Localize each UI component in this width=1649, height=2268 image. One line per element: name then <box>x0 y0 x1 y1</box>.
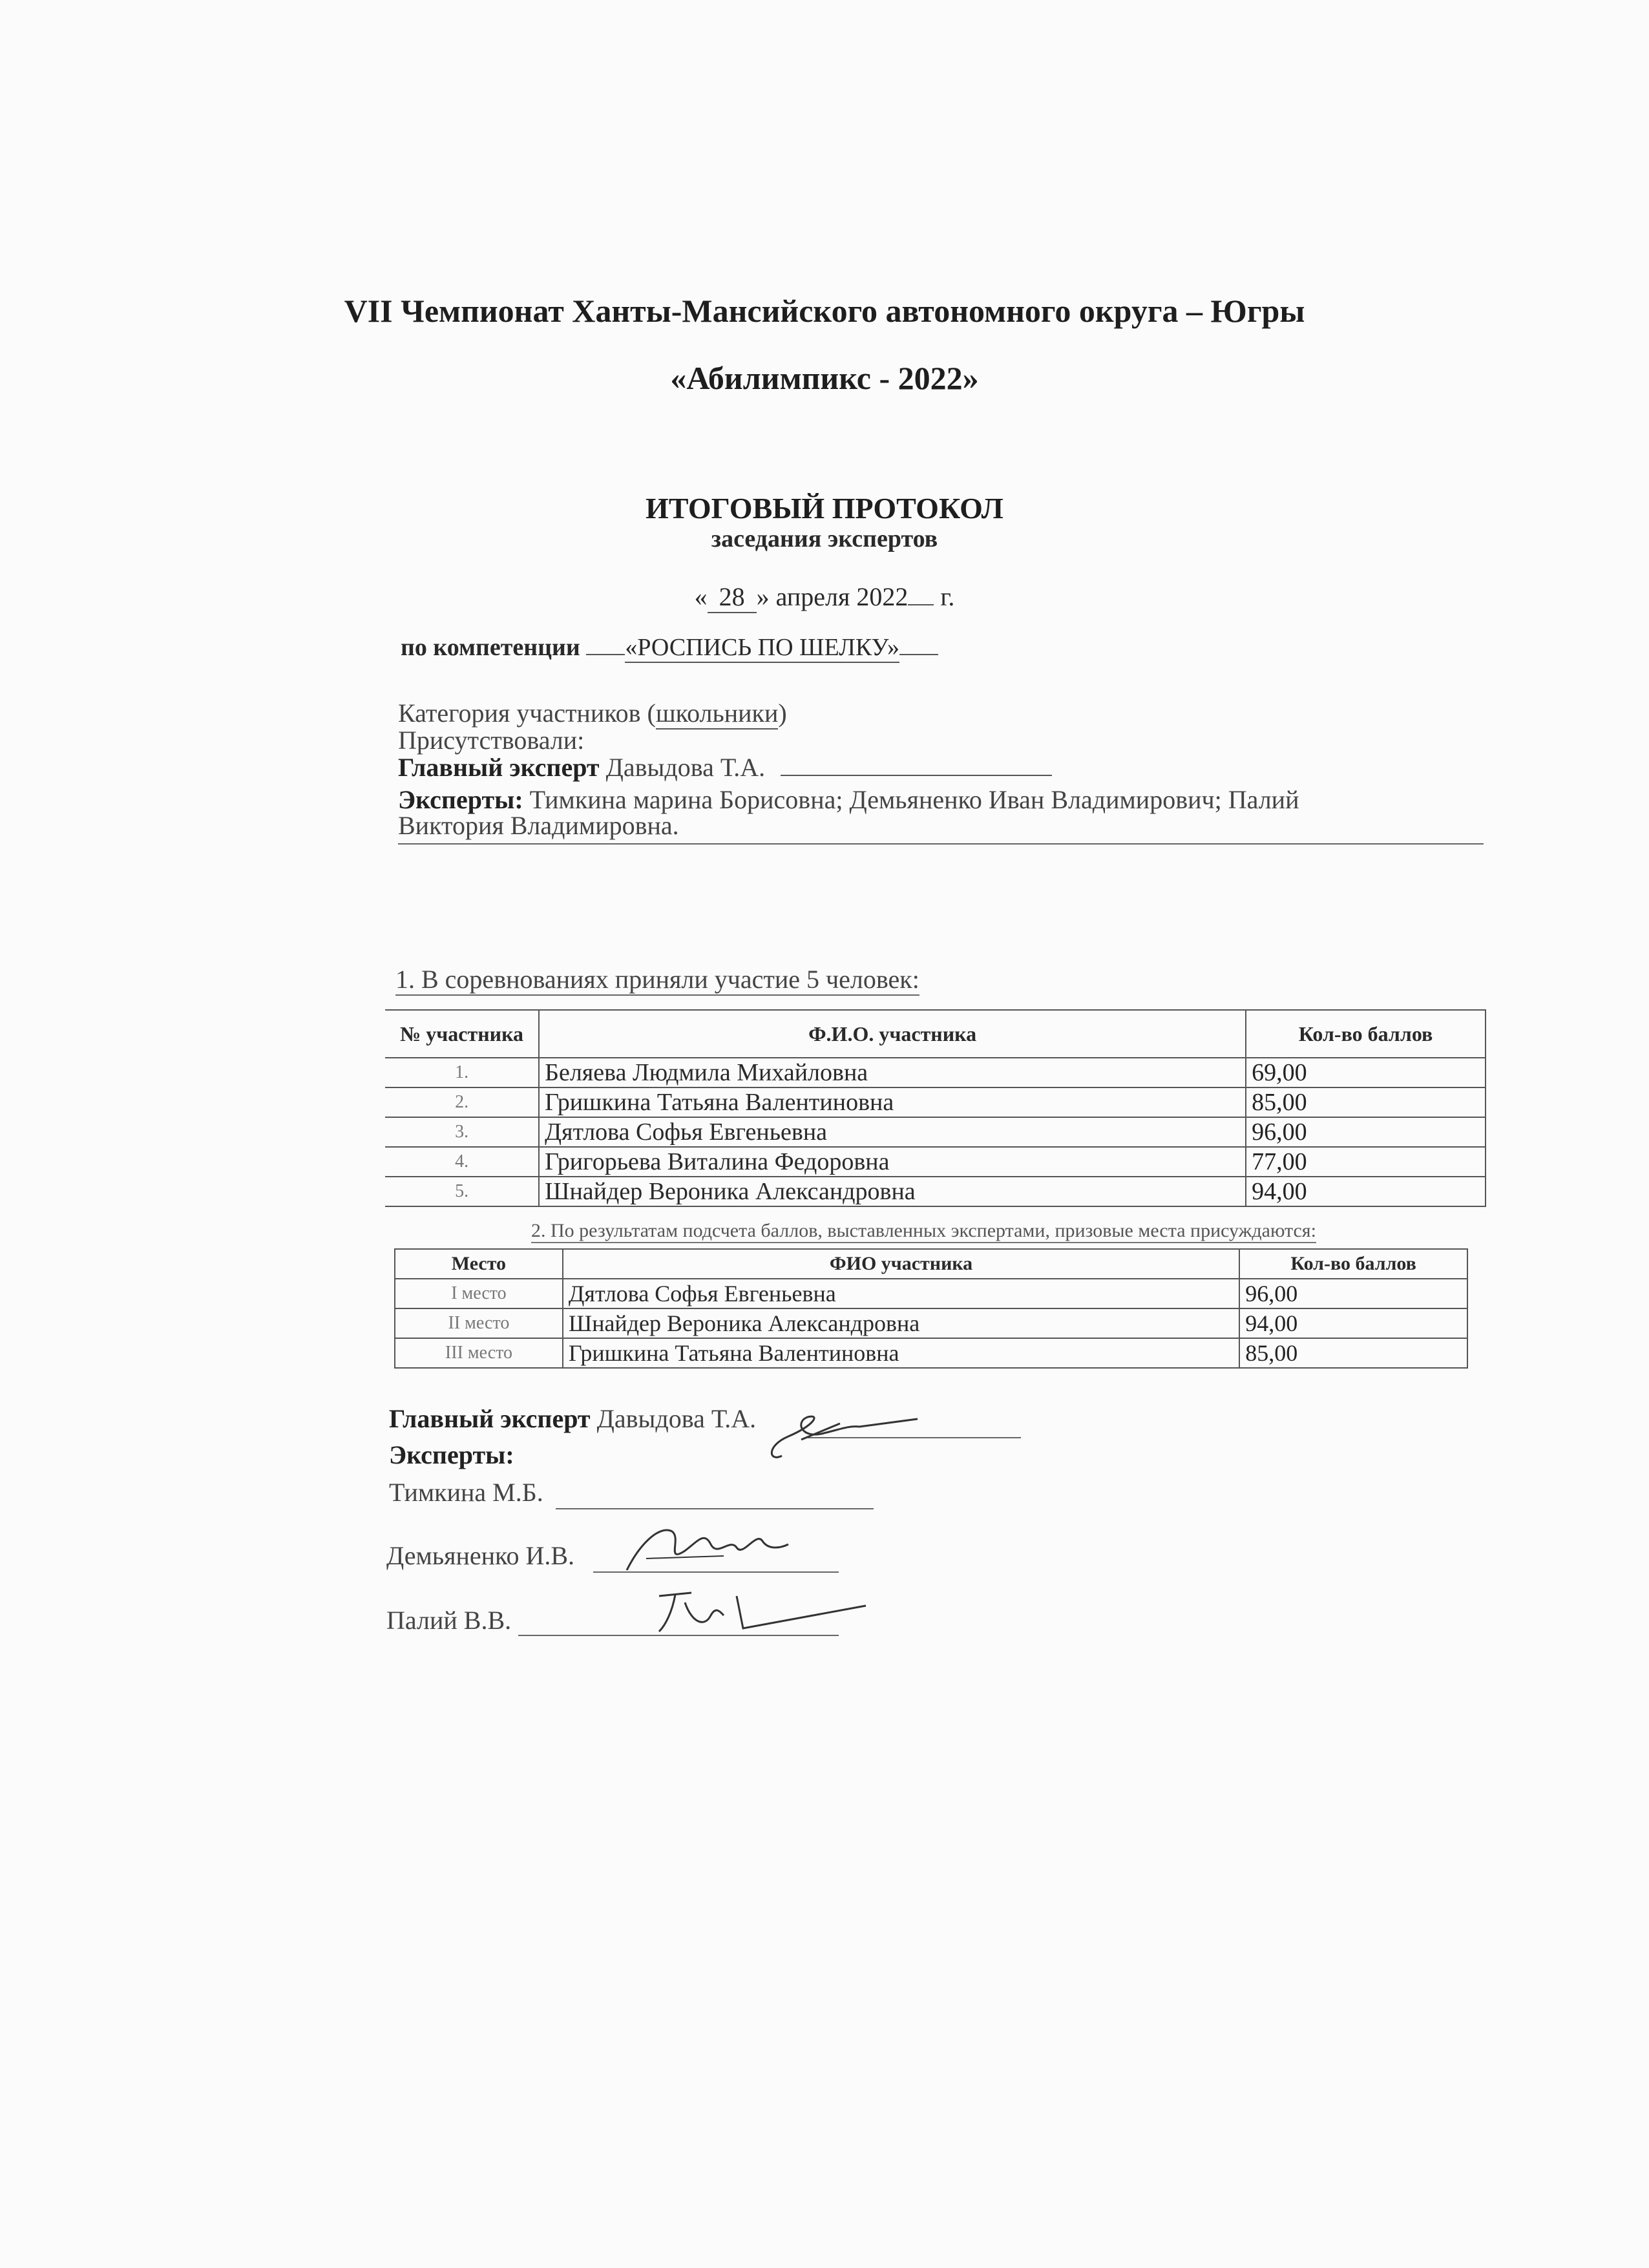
category-value: школьники <box>656 698 779 730</box>
participant-number: 2. <box>385 1087 539 1117</box>
date-blank <box>908 604 934 605</box>
participant-score: 85,00 <box>1246 1087 1486 1117</box>
prize-winner-name: Шнайдер Вероника Александровна <box>563 1308 1239 1338</box>
prizes-intro: 2. По результатам подсчета баллов, выставленных экспертами, призовые места присуждаются: <box>531 1220 1316 1243</box>
table-row <box>385 1087 1486 1117</box>
category-suffix: ) <box>778 698 787 728</box>
prize-score: 94,00 <box>1239 1308 1467 1338</box>
prize-winner-name: Гришкина Татьяна Валентиновна <box>563 1338 1239 1368</box>
protocol-subtitle: заседания экспертов <box>711 525 938 552</box>
col-score: Кол-во баллов <box>1239 1249 1467 1279</box>
competence-blank-left <box>586 654 625 655</box>
category-prefix: Категория участников ( <box>398 698 656 728</box>
sign-chief-label: Главный эксперт <box>389 1404 591 1433</box>
sign-chief-line <box>389 1403 756 1434</box>
competence-line <box>401 633 938 663</box>
experts-names-2: Виктория Владимировна. <box>398 810 1484 845</box>
participant-score: 69,00 <box>1246 1058 1486 1087</box>
prizes-header-row <box>395 1249 1467 1279</box>
expert2-signature-icon <box>620 1518 814 1583</box>
col-number: № участника <box>385 1010 539 1058</box>
col-name: ФИО участника <box>563 1249 1239 1279</box>
sign-experts-label: Эксперты: <box>389 1440 514 1469</box>
competence-label: по компетенции <box>401 634 580 661</box>
date-month-year: » апреля 2022 <box>756 582 909 611</box>
participant-name: Беляева Людмила Михайловна <box>539 1058 1246 1087</box>
participant-score: 96,00 <box>1246 1117 1486 1147</box>
present-label: Присутствовали: <box>398 726 585 755</box>
expert3-signature-icon <box>646 1577 879 1641</box>
chief-expert-label: Главный эксперт <box>398 753 600 782</box>
table-row <box>385 1177 1486 1206</box>
prize-place: I место <box>395 1279 563 1308</box>
prize-score: 85,00 <box>1239 1338 1467 1368</box>
chief-signature-icon <box>762 1401 930 1472</box>
experts-label: Эксперты: <box>398 785 523 814</box>
participant-name: Шнайдер Вероника Александровна <box>539 1177 1246 1206</box>
sign-chief-name: Давыдова Т.А. <box>596 1404 757 1433</box>
participant-name: Григорьева Виталина Федоровна <box>539 1147 1246 1177</box>
competence-blank-right <box>899 654 938 655</box>
participants-table <box>385 1009 1486 1207</box>
participant-score: 77,00 <box>1246 1147 1486 1177</box>
prize-place: II место <box>395 1308 563 1338</box>
table-row <box>385 1058 1486 1087</box>
participant-number: 4. <box>385 1147 539 1177</box>
sign-expert2-name: Демьяненко И.В. <box>386 1541 575 1570</box>
chief-expert-line <box>398 752 1052 782</box>
prize-place: III место <box>395 1338 563 1368</box>
participant-number: 1. <box>385 1058 539 1087</box>
sign-expert1-underline <box>556 1508 874 1509</box>
event-name: «Абилимпикс - 2022» <box>670 360 979 396</box>
prize-score: 96,00 <box>1239 1279 1467 1308</box>
table-row <box>385 1147 1486 1177</box>
participant-number: 3. <box>385 1117 539 1147</box>
protocol-date <box>0 582 1649 613</box>
experts-names-1: Тимкина марина Борисовна; Демьяненко Иван Владимирович; Палий <box>529 785 1299 814</box>
table-row <box>395 1279 1467 1308</box>
table-row <box>385 1117 1486 1147</box>
competence-value: «РОСПИСЬ ПО ШЕЛКУ» <box>625 633 899 663</box>
prizes-table <box>394 1248 1468 1369</box>
chief-expert-name: Давыдова Т.А. <box>605 753 766 782</box>
participant-score: 94,00 <box>1246 1177 1486 1206</box>
date-day: 28 <box>708 582 757 613</box>
sign-expert1-name: Тимкина М.Б. <box>389 1478 543 1507</box>
date-suffix: г. <box>940 582 955 611</box>
participants-header-row <box>385 1010 1486 1058</box>
prize-winner-name: Дятлова Софья Евгеньевна <box>563 1279 1239 1308</box>
col-name: Ф.И.О. участника <box>539 1010 1246 1058</box>
participant-name: Дятлова Софья Евгеньевна <box>539 1117 1246 1147</box>
table-row <box>395 1308 1467 1338</box>
date-prefix: « <box>694 582 708 611</box>
sign-expert3-name: Палий В.В. <box>386 1606 512 1635</box>
chief-expert-blank <box>781 775 1052 776</box>
championship-title: VII Чемпионат Ханты-Мансийского автономного округа – Югры <box>344 293 1305 329</box>
protocol-title: ИТОГОВЫЙ ПРОТОКОЛ <box>646 492 1003 525</box>
col-score: Кол-во баллов <box>1246 1010 1486 1058</box>
participant-number: 5. <box>385 1177 539 1206</box>
col-place: Место <box>395 1249 563 1279</box>
participants-intro: 1. В соревнованиях приняли участие 5 человек: <box>395 964 919 996</box>
table-row <box>395 1338 1467 1368</box>
participant-name: Гришкина Татьяна Валентиновна <box>539 1087 1246 1117</box>
